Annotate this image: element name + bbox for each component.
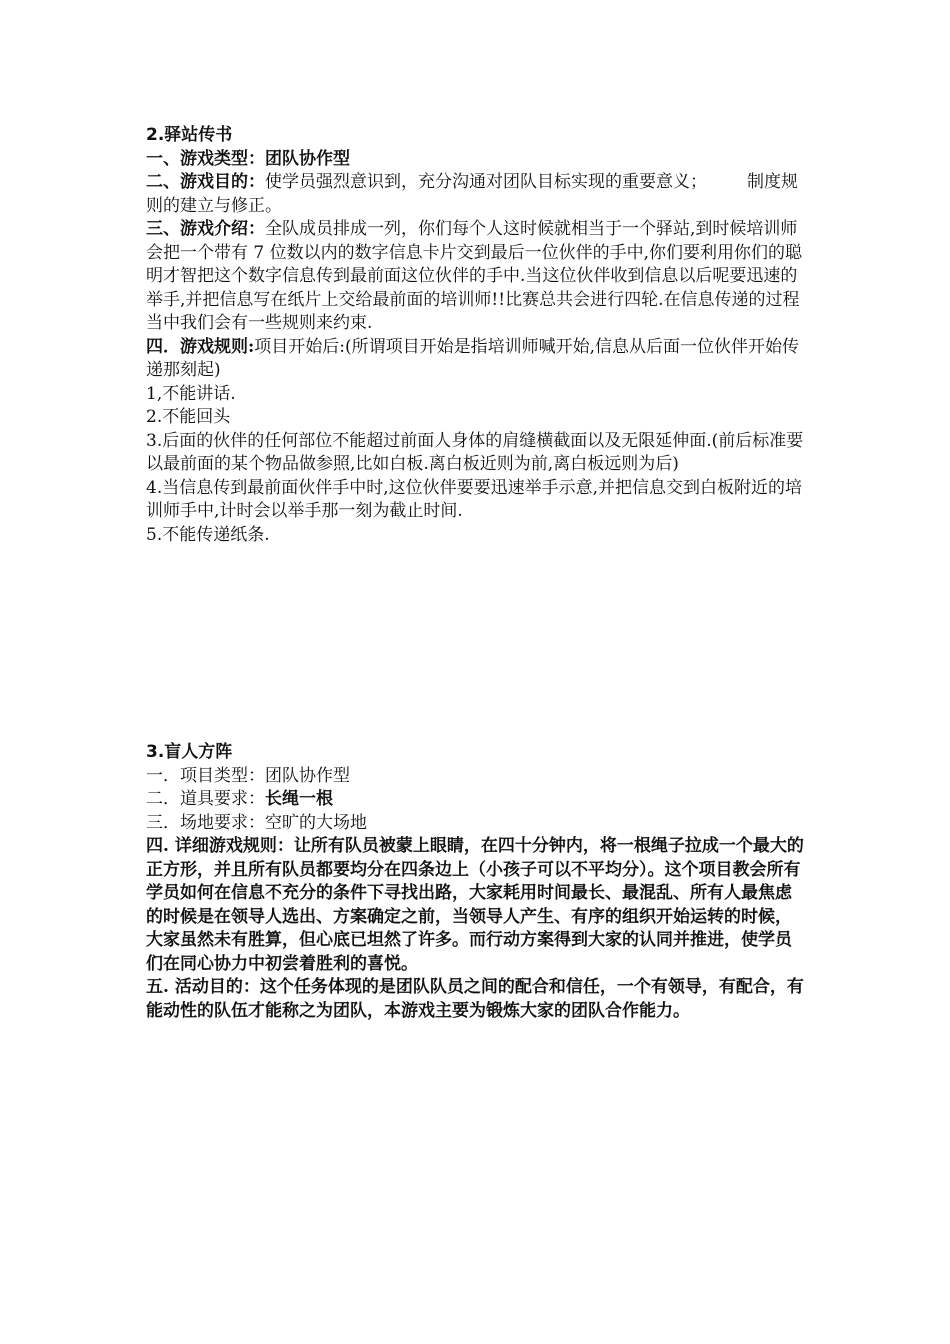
game-intro-label: 三、游戏介绍： [146, 219, 265, 239]
game-purpose-value-a: 使学员强烈意识到，充分沟通对团队目标实现的重要意义； [265, 172, 707, 192]
section-relay-message [146, 124, 808, 547]
game-type [146, 148, 808, 172]
game-purpose-label: 二、游戏目的： [146, 172, 265, 192]
props-value: 长绳一根 [265, 789, 333, 809]
rule-item: 1,不能讲话. [146, 383, 236, 404]
game-rules [146, 336, 808, 383]
game-type-label: 一、游戏类型： [146, 148, 265, 169]
game-purpose [146, 171, 808, 218]
game-type-value: 团队协作型 [265, 148, 350, 169]
detailed-rules-block [146, 835, 808, 1023]
rule-item: 2.不能回头 [146, 407, 231, 427]
props-requirement [146, 788, 808, 812]
game-intro [146, 218, 808, 336]
project-type [146, 765, 808, 789]
venue-requirement [146, 812, 808, 836]
activity-purpose: 五. 活动目的：这个任务体现的是团队队员之间的配合和信任，一个有领导，有配合，有能动性的队伍才能称之为团队，本游戏主要为锻炼大家的团队合作能力。 [146, 977, 804, 1021]
rule-item: 3.后面的伙伴的任何部位不能超过前面人身体的肩缝横截面以及无限延伸面.(前后标准要以最前面的某个物品做参照,比如白板.离白板近则为前,离白板远则为后) [146, 430, 804, 474]
rule-item: 5.不能传递纸条. [146, 524, 270, 545]
venue-label: 三．场地要求： [146, 812, 265, 833]
section-title: 3.盲人方阵 [146, 742, 233, 762]
game-rules-value: 项目开始后:(所谓项目开始是指培训师喊开始,信息从后面一位伙伴开始传递那刻起) [146, 336, 800, 380]
project-type-value: 团队协作型 [265, 765, 350, 786]
game-rules-label: 四．游戏规则: [146, 336, 255, 357]
detailed-rules: 四. 详细游戏规则：让所有队员被蒙上眼睛，在四十分钟内，将一根绳子拉成一个最大的正方形，并且所有队员都要均分在四条边上（小孩子可以不平均分）。这个项目教会所有学员如何在信息不充分的条件下寻找出路，大家耗用时间最长、最混乱、所有人最焦虑的时候是在领导人选出、方案确定之前，当领导人产生、有序的组织开始运转的时候，大家虽然未有胜算，但心底已坦然了许多。而行动方案得到大家的认同并推进，使学员们在同心协力中初尝着胜利的喜悦。 [146, 836, 804, 974]
venue-value: 空旷的大场地 [265, 812, 367, 833]
game-intro-value: 全队成员排成一列，你们每个人这时候就相当于一个驿站,到时候培训师会把一个带有 7 位数以内的数字信息卡片交到最后一位伙伴的手中,你们要利用你们的聪明才智把这个数字信息传到最前面这位伙伴的手中.当这位伙伴收到信息以后呢要迅速的举手,并把信息写在纸片上交给最前面的培训师!!比赛总共会进行四轮.在信息传递的过程当中我们会有一些规则来约束. [146, 219, 803, 333]
section-title: 2.驿站传书 [146, 125, 233, 145]
section-blind-square [146, 741, 808, 1023]
rule-item: 4.当信息传到最前面伙伴手中时,这位伙伴要要迅速举手示意,并把信息交到白板附近的培训师手中,计时会以举手那一刻为截止时间. [146, 477, 803, 521]
game-purpose-value-b: 制度规则的建立与修正。 [146, 172, 798, 216]
project-type-label: 一．项目类型： [146, 765, 265, 786]
props-label: 二．道具要求： [146, 789, 265, 809]
